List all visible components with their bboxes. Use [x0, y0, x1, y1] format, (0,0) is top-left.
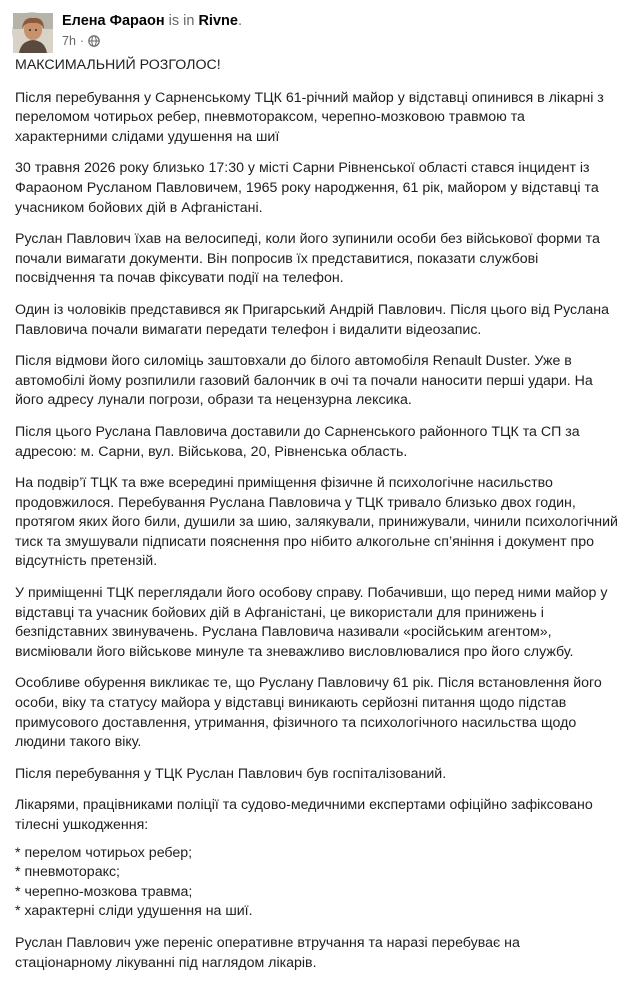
- post-time[interactable]: 7h: [62, 34, 76, 48]
- list-item: * пневмоторакс;: [15, 864, 120, 881]
- author-name[interactable]: Елена Фараон: [62, 13, 165, 29]
- paragraph: 30 травня 2026 року близько 17:30 у місті Сарни Рівненської області стався інцидент із Фараоном Русланом Павловичем, 1965 року народження, 61 рік, майором у відставці та учасником бойових дій в Афганістані.: [15, 160, 599, 216]
- post-meta: [62, 34, 100, 48]
- paragraph: Після відмови його силоміць заштовхали до білого автомобіля Renault Duster. Уже в автомобілі йому розпилили газовий балончик в очі та почали наносити перші удари. На його адресу лунали погрози, образи та нецензурна лексика.: [15, 353, 593, 409]
- globe-icon[interactable]: [88, 35, 100, 47]
- avatar[interactable]: [12, 12, 52, 52]
- period-text: .: [237, 13, 242, 29]
- list-item: * характерні сліди удушення на шиї.: [15, 903, 253, 920]
- paragraph: Після перебування у ТЦК Руслан Павлович був госпіталізований.: [15, 765, 447, 782]
- paragraph: На подвір’ї ТЦК та вже всередині приміщення фізичне й психологічне насильство продовжилося. Перебування Руслана Павловича у ТЦК тривало близько двох годин, протягом яких його били, душили за шию, залякували, принижували, чинили психологічний тиск та змушували підписати пояснення про нібито алкогольне сп’яніння і документ про відсутність претензій.: [15, 475, 618, 570]
- closing-paragraph: Руслан Павлович уже переніс оперативне втручання та наразі перебуває на стаціонарному лікуванні під наглядом лікарів.: [15, 934, 520, 971]
- post-content: [15, 56, 620, 985]
- post-headline: МАКСИМАЛЬНИЙ РОЗГОЛОС!: [15, 57, 221, 73]
- avatar-image: [13, 13, 53, 53]
- meta-separator: ·: [79, 34, 85, 48]
- author-line: [62, 13, 242, 29]
- paragraph: Один із чоловіків представився як Пригарський Андрій Павлович. Після цього від Руслана Павловича почали вимагати передати телефон і видалити відеозапис.: [15, 301, 610, 338]
- paragraph: Руслан Павлович їхав на велосипеді, коли його зупинили особи без військової форми та почали вимагати документи. Він попросив їх представитися, показати службові посвідчення та почав фіксувати події на телефон.: [15, 231, 600, 287]
- post-header: [12, 10, 612, 54]
- paragraph: Лікарями, працівниками поліції та судово-медичними експертами офіційно зафіксовано тілесні ушкодження:: [15, 797, 593, 833]
- paragraph: Після перебування у Сарненському ТЦК 61-річний майор у відставці опинився в лікарні з переломом чотирьох ребер, пневмотораксом, черепно-мозковою травмою та характерними слідами удушення на шиї: [15, 89, 604, 145]
- is-in-label: is in: [168, 13, 195, 29]
- paragraph: Особливе обурення викликає те, що Руслану Павловичу 61 рік. Після встановлення його особи, віку та статусу майора у відставці виникають серйозні питання щодо підстав примусового доставлення, утримання, фізичного та психологічного насильства щодо людини такого віку.: [15, 675, 602, 751]
- injury-list: [15, 844, 620, 922]
- paragraph: У приміщенні ТЦК переглядали його особову справу. Побачивши, що перед ними майор у відставці та учасник бойових дій в Афганістані, це використали для принижень і безпідставних звинувачень. Руслана Павловича називали «російським агентом», висміювали його військове минуле та зневажливо висловлювалися про його службу.: [15, 585, 608, 660]
- paragraph: Після цього Руслана Павловича доставили до Сарненського районного ТЦК та СП за адресою: м. Сарни, вул. Військова, 20, Рівненська область.: [15, 423, 580, 460]
- list-item: * перелом чотирьох ребер;: [15, 844, 193, 861]
- list-item: * черепно-мозкова травма;: [15, 883, 193, 900]
- location-link[interactable]: Rivne: [198, 13, 238, 29]
